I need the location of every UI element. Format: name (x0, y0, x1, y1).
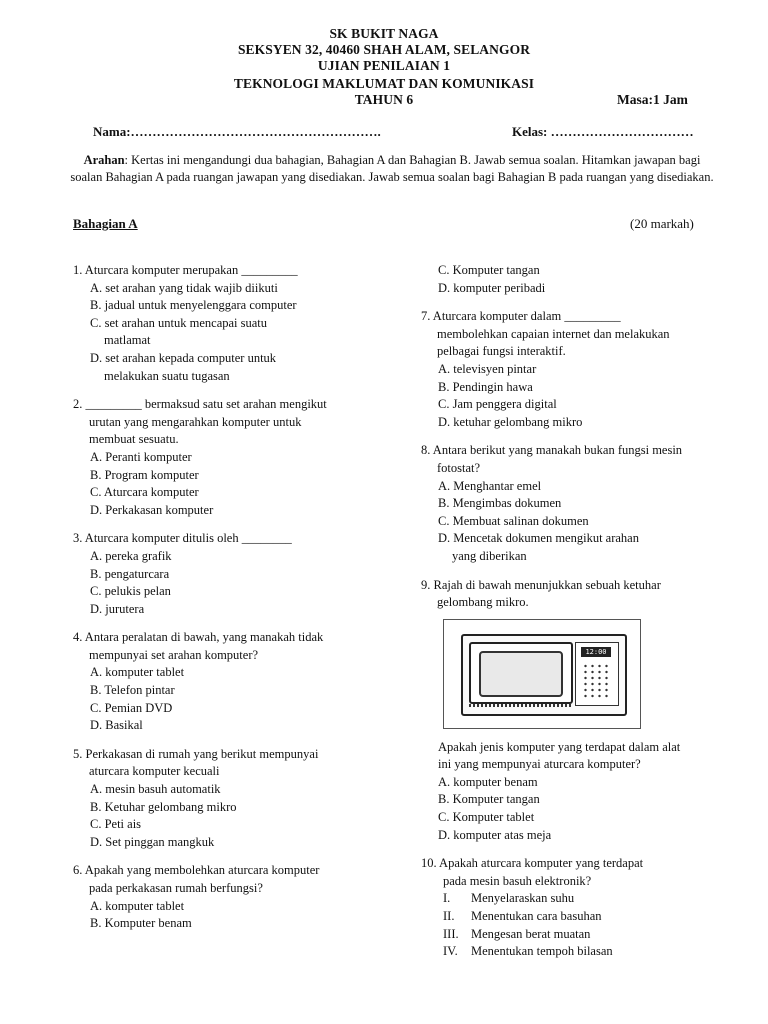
year-title: TAHUN 6 (354, 92, 414, 107)
q6-stem-line2: pada perkakasan rumah berfungsi? (89, 881, 263, 895)
q2-stem-line2: urutan yang mengarahkan komputer untuk (89, 414, 302, 429)
q7-option-d[interactable]: D. ketuhar gelombang mikro (438, 414, 583, 429)
school-address: SEKSYEN 32, 40460 SHAH ALAM, SELANGOR (237, 42, 531, 57)
q7-stem-line3: pelbagai fungsi interaktif. (437, 344, 566, 359)
q2-option-c[interactable]: C. Aturcara komputer (90, 485, 199, 500)
question-7 (421, 308, 731, 431)
q9-ask-line2: ini yang mempunyai aturcara komputer? (438, 757, 641, 772)
q7-stem-line2: membolehkan capaian internet dan melakukan (437, 326, 670, 341)
q4-stem-line1: 4. Antara peralatan di bawah, yang manakah tidak (73, 630, 324, 645)
q1-option-d-line1: D. set arahan kepada computer untuk (90, 350, 277, 365)
q5-option-d[interactable]: D. Set pinggan mangkuk (90, 834, 215, 849)
q9-option-b[interactable]: B. Komputer tangan (438, 792, 540, 807)
q8-option-b[interactable]: B. Mengimbas dokumen (438, 496, 562, 511)
subject-title: TEKNOLOGI MAKLUMAT DAN KOMUNIKASI (233, 76, 535, 91)
microwave-control-panel (575, 642, 619, 706)
q4-option-b[interactable]: B. Telefon pintar (90, 683, 175, 698)
exam-title: UJIAN PENILAIAN 1 (317, 58, 451, 73)
q7-stem-line1: 7. Aturcara komputer dalam _________ (421, 309, 621, 324)
q9-ask-line1: Apakah jenis komputer yang terdapat dalam alat (438, 739, 681, 754)
section-marks: (20 markah) (630, 216, 694, 231)
question-8 (421, 442, 731, 565)
q10-statement-i[interactable] (421, 890, 731, 908)
duration: Masa:1 Jam (617, 92, 688, 107)
q5-option-a[interactable]: A. mesin basuh automatik (90, 782, 221, 797)
q9-stem-line2: gelombang mikro. (437, 595, 529, 610)
q8-option-c[interactable]: C. Membuat salinan dokumen (438, 513, 589, 528)
question-3 (73, 530, 373, 618)
name-field[interactable]: Nama:…………………………………………………. (93, 124, 381, 139)
question-6 (73, 862, 373, 932)
q3-option-c[interactable]: C. pelukis pelan (90, 584, 171, 599)
q8-option-d-line2: yang diberikan (452, 548, 527, 563)
q10-numeral-i: I. (443, 891, 451, 906)
q8-option-d-line1: D. Mencetak dokumen mengikut arahan (438, 531, 639, 546)
q1-option-c-line2: matlamat (104, 333, 151, 348)
q2-stem-line3: membuat sesuatu. (89, 432, 179, 447)
q10-numeral-iii: III. (443, 926, 459, 941)
microwave-image (443, 619, 641, 729)
q2-option-a[interactable]: A. Peranti komputer (90, 449, 192, 464)
q6-stem-line1: 6. Apakah yang membolehkan aturcara komputer (73, 863, 320, 878)
question-3-stem: 3. Aturcara komputer ditulis oleh ________ (73, 531, 292, 546)
q1-option-d-line2: melakukan suatu tugasan (104, 368, 230, 383)
q10-text-iv: Menentukan tempoh bilasan (471, 944, 613, 959)
q10-numeral-ii: II. (443, 909, 455, 924)
question-2-stem (73, 396, 373, 449)
q5-option-b[interactable]: B. Ketuhar gelombang mikro (90, 799, 237, 814)
microwave-display: 12:00 (581, 647, 611, 657)
q4-option-a[interactable]: A. komputer tablet (90, 665, 185, 680)
q10-statement-iv[interactable] (421, 943, 731, 961)
question-4 (73, 629, 373, 735)
q4-stem-line2: mempunyai set arahan komputer? (89, 647, 259, 662)
q1-option-a[interactable]: A. set arahan yang tidak wajib diikuti (90, 280, 278, 295)
question-6-stem (73, 862, 373, 897)
question-9 (421, 577, 731, 845)
q9-option-d[interactable]: D. komputer atas meja (438, 827, 552, 842)
question-4-stem (73, 629, 373, 664)
microwave-window (479, 651, 563, 697)
q5-option-c[interactable]: C. Peti ais (90, 817, 142, 832)
question-1-stem: 1. Aturcara komputer merupakan _________ (73, 263, 298, 277)
instructions-text: : Kertas ini mengandungi dua bahagian, Bahagian A dan Bahagian B. Jawab semua soalan. Hitamkan jawapan bagi soalan Bahagian A pada ruangan jawapan yang disediakan. Jawab semua soalan bagi Bahagian B pada ruangan yang disediakan. (70, 153, 714, 184)
q1-option-c[interactable] (73, 315, 373, 350)
q6-option-d[interactable]: D. komputer peribadi (438, 280, 546, 295)
q8-stem-line1: 8. Antara berikut yang manakah bukan fungsi mesin (421, 443, 683, 458)
q10-text-i: Menyelaraskan suhu (471, 891, 575, 906)
q4-option-d[interactable]: D. Basikal (90, 718, 143, 733)
question-10-stem (421, 855, 731, 890)
left-column (73, 262, 373, 933)
q10-numeral-iv: IV. (443, 944, 458, 959)
question-5 (73, 746, 373, 852)
q10-text-ii: Menentukan cara basuhan (471, 909, 602, 924)
class-field[interactable]: Kelas: …………………………… (512, 124, 694, 139)
q4-option-c[interactable]: C. Pemian DVD (90, 700, 173, 715)
question-1 (73, 262, 373, 385)
q1-option-b[interactable]: B. jadual untuk menyelenggara computer (90, 298, 297, 313)
q6-option-a[interactable]: A. komputer tablet (90, 898, 185, 913)
question-9-stem (421, 577, 731, 612)
q3-option-b[interactable]: B. pengaturcara (90, 566, 170, 581)
q7-option-a[interactable]: A. televisyen pintar (438, 361, 537, 376)
q10-text-iii: Mengesan berat muatan (471, 926, 591, 941)
q10-statement-ii[interactable] (421, 908, 731, 926)
question-7-stem (421, 308, 731, 361)
q1-option-d[interactable] (73, 350, 373, 385)
q3-option-a[interactable]: A. pereka grafik (90, 548, 172, 563)
q7-option-b[interactable]: B. Pendingin hawa (438, 379, 533, 394)
instructions (68, 152, 716, 185)
q7-option-c[interactable]: C. Jam penggera digital (438, 397, 557, 412)
q5-stem-line2: aturcara komputer kecuali (89, 764, 220, 779)
q2-stem-line1: 2. _________ bermaksud satu set arahan mengikut (73, 397, 327, 412)
q9-stem-line1: 9. Rajah di bawah menunjukkan sebuah ketuhar (421, 577, 661, 592)
q1-option-c-line1: C. set arahan untuk mencapai suatu (90, 315, 268, 330)
question-10 (421, 855, 731, 961)
instructions-label: Arahan (83, 153, 125, 167)
microwave-keypad-icon (582, 663, 612, 699)
q10-stem-line1: 10. Apakah aturcara komputer yang terdapat (421, 856, 644, 871)
section-title: Bahagian A (73, 216, 138, 231)
q8-stem-line2: fotostat? (437, 460, 481, 475)
q2-option-b[interactable]: B. Program komputer (90, 467, 199, 482)
q8-option-d[interactable] (421, 530, 731, 565)
q9-option-c[interactable]: C. Komputer tablet (438, 810, 535, 825)
right-column (421, 262, 731, 961)
question-8-stem (421, 442, 731, 477)
question-5-stem (73, 746, 373, 781)
school-name: SK BUKIT NAGA (329, 26, 439, 41)
q2-option-d[interactable]: D. Perkakasan komputer (90, 502, 214, 517)
microwave-brand-strip (469, 704, 573, 707)
q10-statement-iii[interactable] (421, 926, 731, 944)
q10-stem-line2: pada mesin basuh elektronik? (443, 873, 592, 888)
q9-option-a[interactable]: A. komputer benam (438, 774, 538, 789)
microwave-door (469, 642, 573, 704)
q3-option-d[interactable]: D. jurutera (90, 601, 145, 616)
q6-option-b[interactable]: B. Komputer benam (90, 916, 192, 931)
microwave-body (461, 634, 627, 716)
q6-option-c[interactable]: C. Komputer tangan (438, 263, 540, 277)
question-2 (73, 396, 373, 519)
q8-option-a[interactable]: A. Menghantar emel (438, 478, 542, 493)
question-9-ask (421, 739, 731, 774)
q5-stem-line1: 5. Perkakasan di rumah yang berikut mempunyai (73, 746, 319, 761)
